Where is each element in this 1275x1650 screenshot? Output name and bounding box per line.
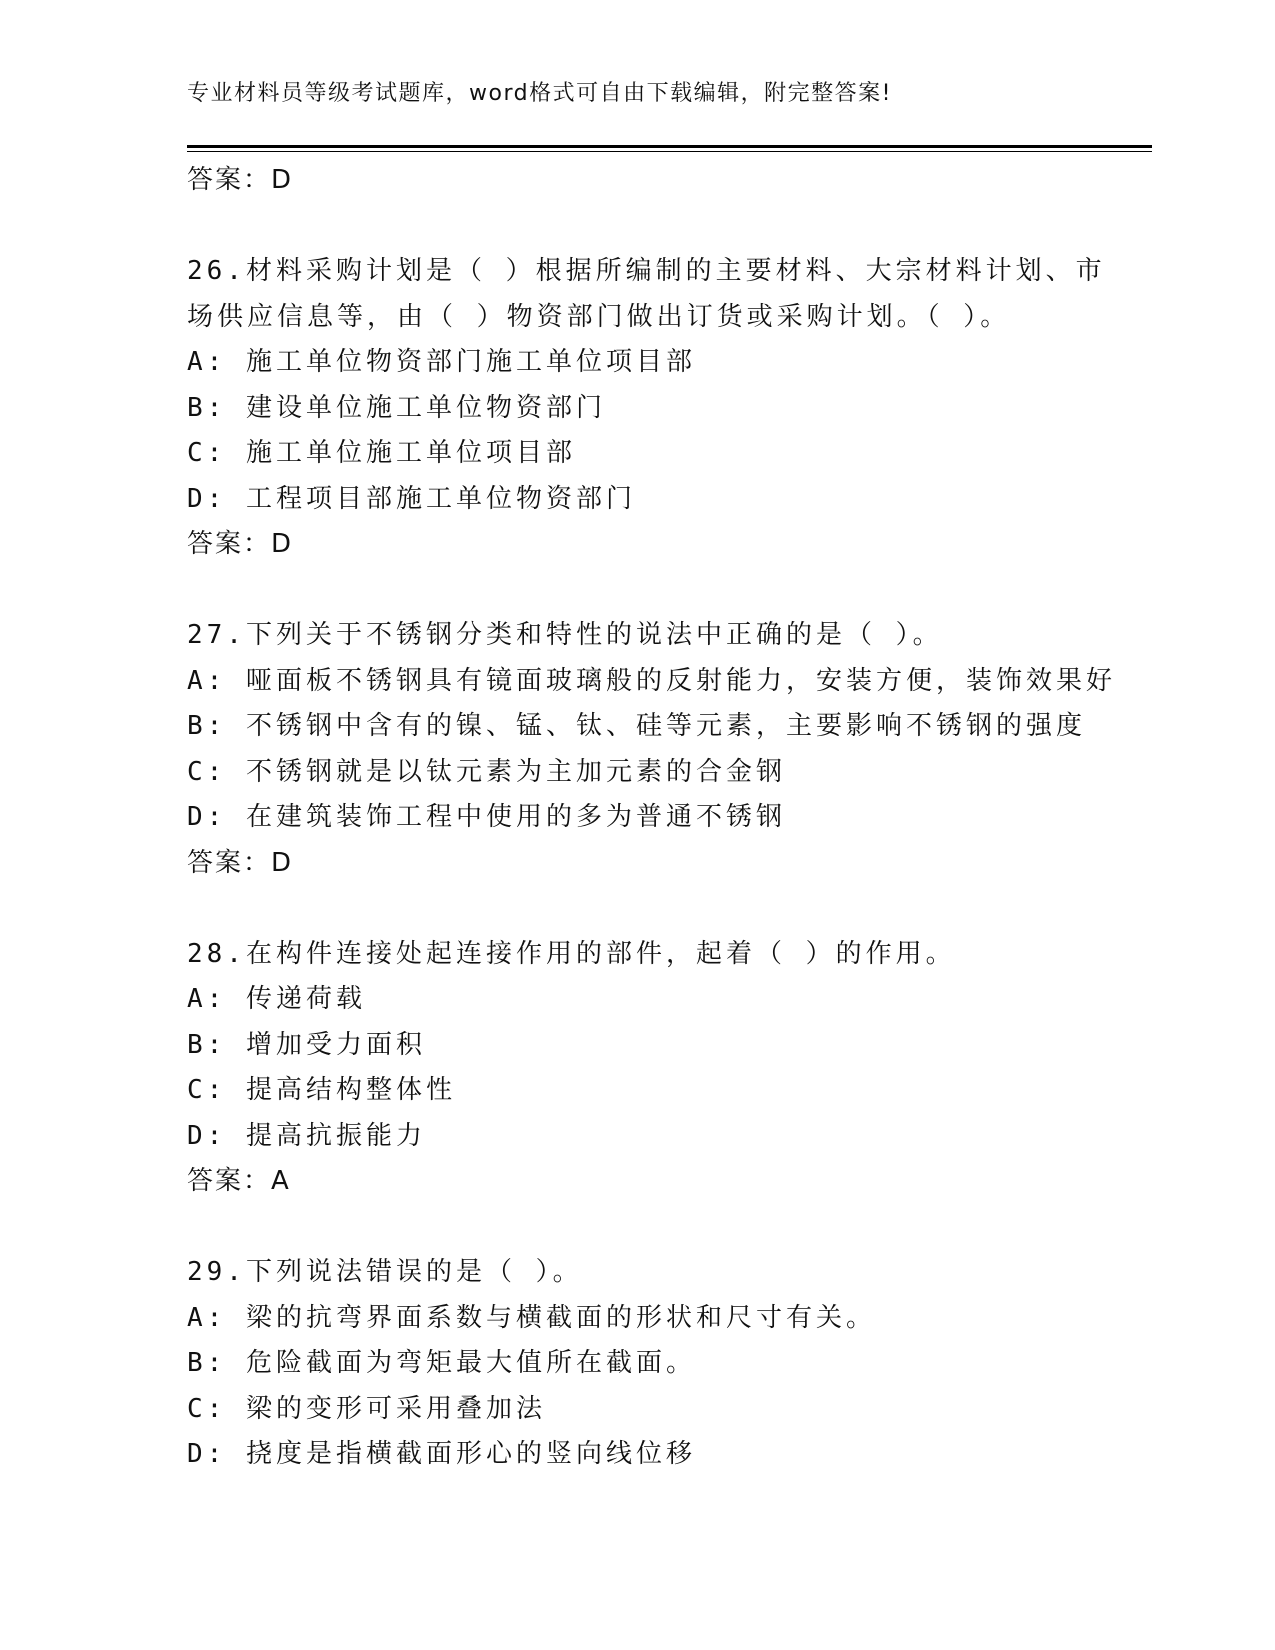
answer: 答案：D — [187, 847, 294, 878]
previous-answer: 答案：D — [187, 165, 294, 195]
header-rule-thin — [187, 151, 1152, 152]
option-a: A: 传递荷载 — [187, 984, 366, 1014]
option-c: C: 提高结构整体性 — [187, 1075, 456, 1105]
option-d: D: 在建筑装饰工程中使用的多为普通不锈钢 — [187, 802, 786, 832]
option-b: B: 危险截面为弯矩最大值所在截面。 — [187, 1348, 696, 1378]
option-b: B: 增加受力面积 — [187, 1029, 426, 1060]
option-d: D: 挠度是指横截面形心的竖向线位移 — [187, 1439, 696, 1469]
spacer — [187, 886, 1152, 932]
option-d: D: 工程项目部施工单位物资部门 — [187, 483, 636, 514]
spacer — [187, 568, 1152, 614]
question-stem: 29.下列说法错误的是（ ）。 — [187, 1257, 583, 1287]
question-stem: 28.在构件连接处起连接作用的部件，起着（ ）的作用。 — [187, 938, 956, 969]
option-a: A: 施工单位物资部门施工单位项目部 — [187, 347, 696, 377]
option-c: C: 不锈钢就是以钛元素为主加元素的合金钢 — [187, 756, 786, 787]
option-d: D: 提高抗振能力 — [187, 1120, 426, 1151]
option-c: C: 施工单位施工单位项目部 — [187, 438, 576, 468]
question-29 — [187, 1250, 1152, 1478]
question-27 — [187, 613, 1152, 886]
question-list — [187, 158, 1152, 1478]
header-rule-thick — [187, 145, 1152, 148]
answer: 答案：D — [187, 529, 294, 559]
question-stem: 场供应信息等，由（ ）物资部门做出订货或采购计划。（ ）。 — [187, 301, 1011, 332]
option-a: A: 梁的抗弯界面系数与横截面的形状和尺寸有关。 — [187, 1302, 876, 1333]
question-26 — [187, 249, 1152, 568]
question-stem: 27.下列关于不锈钢分类和特性的说法中正确的是（ ）。 — [187, 620, 943, 650]
question-stem: 26.材料采购计划是（ ）根据所编制的主要材料、大宗材料计划、市 — [187, 256, 1106, 286]
page-header: 专业材料员等级考试题库，word格式可自由下载编辑，附完整答案! — [187, 81, 892, 106]
answer: 答案：A — [187, 1166, 291, 1196]
option-b: B: 不锈钢中含有的镍、锰、钛、硅等元素，主要影响不锈钢的强度 — [187, 711, 1086, 741]
spacer — [187, 204, 1152, 250]
option-c: C: 梁的变形可采用叠加法 — [187, 1393, 546, 1424]
question-28 — [187, 932, 1152, 1205]
spacer — [187, 1205, 1152, 1251]
option-b: B: 建设单位施工单位物资部门 — [187, 392, 606, 423]
option-a: A: 哑面板不锈钢具有镜面玻璃般的反射能力，安装方便，装饰效果好 — [187, 665, 1116, 696]
